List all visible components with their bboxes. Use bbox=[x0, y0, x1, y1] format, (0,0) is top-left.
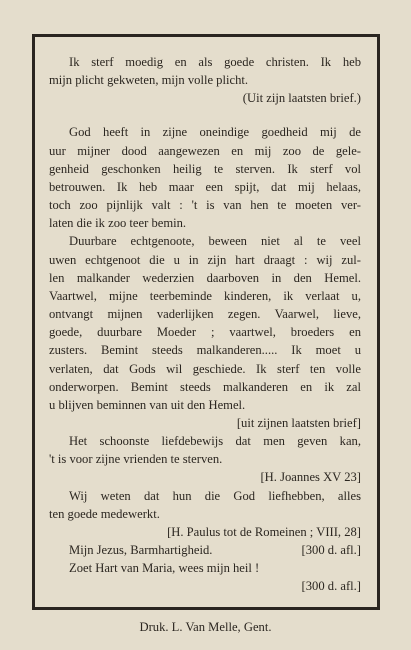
prayer-text: Mijn Jezus, Barmhartigheid. bbox=[69, 543, 213, 558]
quote-line: Ik sterf moedig en als goede christen. Ik heb bbox=[69, 55, 361, 69]
body-line: God heeft in zijne oneindige goedheid mij de bbox=[69, 125, 361, 140]
indulgence-note: [300 d. afl.] bbox=[301, 579, 361, 594]
prayer-text: Zoet Hart van Maria, wees mijn heil ! bbox=[69, 561, 260, 576]
body-line: toch zoo pijnlijk valt : 't is van hen te moeten ver- bbox=[49, 198, 361, 213]
body-line: ontvangt mijnen vaderlijken zegen. Vaarwel, lieve, bbox=[49, 307, 361, 322]
quote-line: mijn plicht gekweten, mijn volle plicht. bbox=[49, 73, 249, 88]
scripture-line: Wij weten dat hun die God liefhebben, alles bbox=[69, 488, 361, 503]
spacer bbox=[49, 107, 361, 123]
body-line: verlaten, dat Gods wil geschiede. Ik sterf ten volle bbox=[49, 361, 361, 376]
body-line: betrouwen. Ik heb maar een spijt, dat mij helaas, bbox=[49, 179, 361, 194]
body-line: genheid geschonken heilig te sterven. Ik sterf vol bbox=[49, 161, 361, 176]
body-line: uwen echtgenoot die u in zijn hart draagt : wij zul- bbox=[49, 252, 361, 267]
letter-source: [uit zijnen laatsten brief] bbox=[236, 415, 361, 430]
body-line: goede, duurbare Moeder ; vaartwel, broeders en bbox=[49, 325, 361, 340]
scripture-source: [H. Joannes XV 23] bbox=[260, 470, 361, 485]
printer-imprint: Druk. L. Van Melle, Gent. bbox=[139, 620, 272, 634]
quote-source: (Uit zijn laatsten brief.) bbox=[242, 91, 361, 106]
scripture-line: ten goede medewerkt. bbox=[49, 506, 160, 521]
prayer-line bbox=[49, 541, 361, 559]
indulgence-note: [300 d. afl.] bbox=[301, 543, 361, 558]
scripture-line: Het schoonste liefdebewijs dat men geven kan, bbox=[69, 434, 361, 449]
black-border-frame bbox=[32, 34, 380, 610]
body-line: Duurbare echtgenoote, beween niet al te veel bbox=[69, 234, 361, 249]
body-line: u blijven beminnen van uit den Hemel. bbox=[49, 397, 246, 412]
body-line: laten die ik zoo teer bemin. bbox=[49, 216, 187, 231]
scripture-line: 't is voor zijne vrienden te sterven. bbox=[49, 452, 223, 467]
body-line: Vaartwel, mijne teerbeminde kinderen, ik verlaat u, bbox=[49, 288, 361, 303]
body-line: onderworpen. Bemint steeds malkanderen en ik zal bbox=[49, 379, 361, 394]
card-text bbox=[49, 53, 361, 596]
body-line: zusters. Bemint steeds malkanderen..... Ik moet u bbox=[49, 343, 361, 358]
body-line: uur mijner dood aangewezen en mij zoo de gele- bbox=[49, 143, 361, 158]
scripture-source: [H. Paulus tot de Romeinen ; VIII, 28] bbox=[167, 524, 361, 539]
body-line: len malkander wederzien daarboven in den Hemel. bbox=[49, 270, 361, 285]
